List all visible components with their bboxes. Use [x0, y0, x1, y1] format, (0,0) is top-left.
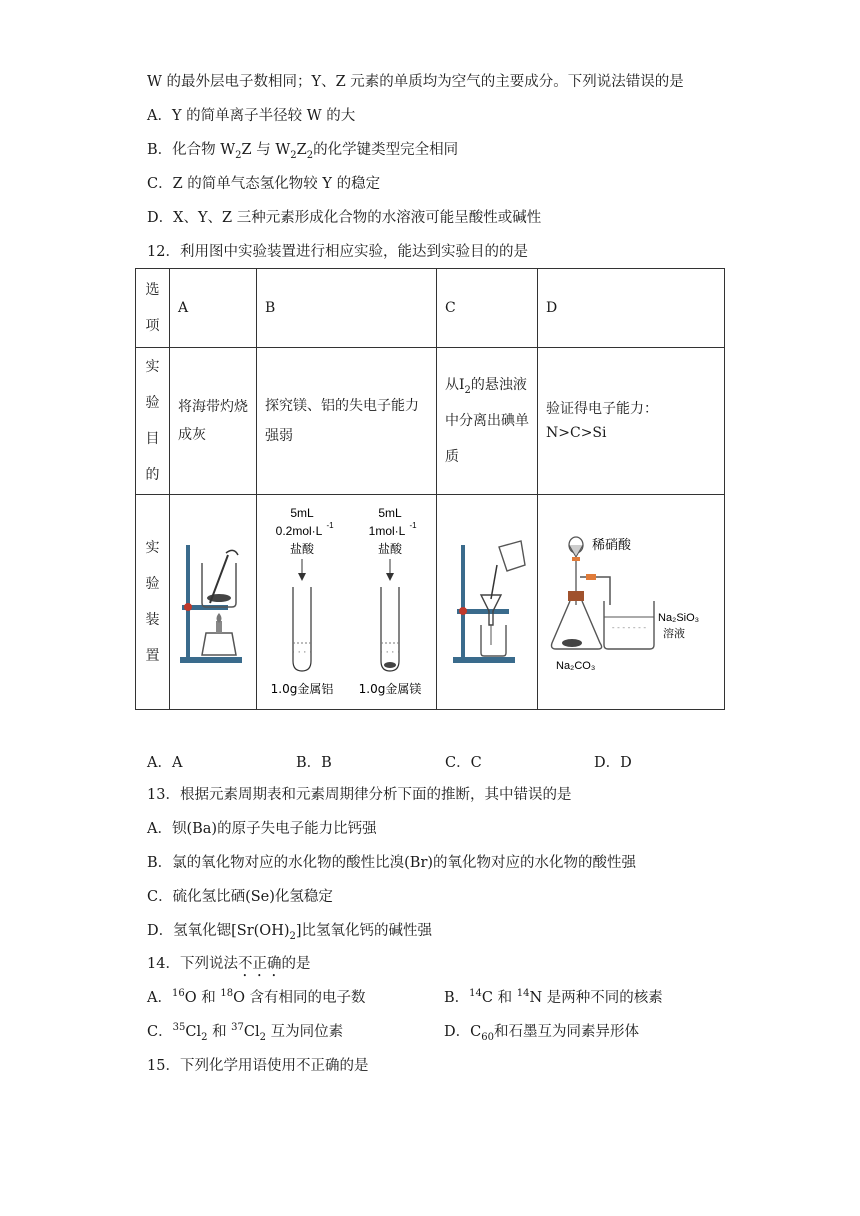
left-metal-label: 1.0g金属铝	[270, 682, 334, 696]
q12-table	[135, 268, 725, 710]
left-volume: 5mL	[290, 506, 314, 520]
goal-label-cell: 实 验 目 的	[136, 348, 170, 495]
filtration-apparatus-icon	[437, 495, 538, 709]
intro-line: W 的最外层电子数相同；Y、Z 元素的单质均为空气的主要成分。下列说法错误的是	[147, 74, 684, 90]
goal-a: 将海带灼烧成灰	[170, 348, 257, 495]
svg-text:· · · ·: · · · ·	[291, 648, 313, 658]
goal-d: 验证得电子能力：N>C>Si	[538, 348, 725, 495]
gas-generation-diagram	[538, 495, 725, 709]
sodium-silicate-label: Na₂SiO₃	[658, 612, 700, 624]
header-option-c: C	[437, 269, 538, 348]
goal-b: 探究镁、铝的失电子能力强弱	[257, 348, 437, 495]
left-conc-exponent: -1	[326, 521, 334, 530]
q13-option-b: B．氯的氧化物对应的水化物的酸性比溴(Br)的氧化物对应的水化物的酸性强	[147, 855, 637, 871]
svg-text:- - - - - - -: - - - - - - -	[611, 623, 647, 632]
apparatus-label-cell: 实 验 装 置	[136, 495, 170, 710]
test-tubes-diagram	[257, 495, 437, 709]
q14-option-a: A．$^{16}$O 和 $^{18}$O 含有相同的电子数	[147, 988, 366, 1006]
q12-stem: 12．利用图中实验装置进行相应实验，能达到实验目的的是	[147, 244, 528, 260]
header-option-b: B	[257, 269, 437, 348]
right-acid: 盐酸	[377, 542, 403, 556]
q14-stem: 14．下列说法不正确的是	[147, 956, 311, 972]
header-option-d: D	[538, 269, 725, 348]
header-label-cell: 选 项	[136, 269, 170, 348]
svg-text:· · · ·: · · · ·	[379, 648, 401, 658]
q11-option-d: D．X、Y、Z 三种元素形成化合物的水溶液可能呈酸性或碱性	[147, 210, 542, 226]
apparatus-c	[437, 495, 538, 710]
q11-option-a: A．Y 的简单离子半径较 W 的大	[147, 108, 356, 124]
q13-option-d: D．氢氧化锶$[Sr(OH)_2]$比氢氧化钙的碱性强	[147, 923, 433, 942]
right-metal-label: 1.0g金属镁	[358, 682, 422, 696]
left-acid: 盐酸	[289, 542, 315, 556]
q13-option-a: A．钡(Ba)的原子失电子能力比钙强	[147, 821, 377, 837]
right-concentration: 1mol·L	[368, 524, 406, 538]
q11-option-c: C．Z 的简单气态氢化物较 Y 的稳定	[147, 176, 381, 192]
apparatus-d	[538, 495, 725, 710]
right-volume: 5mL	[378, 506, 402, 520]
apparatus-b	[257, 495, 437, 710]
header-option-a: A	[170, 269, 257, 348]
solution-label: 溶液	[663, 627, 685, 640]
q13-option-c: C．硫化氢比硒(Se)化氢稳定	[147, 889, 333, 905]
q15-stem: 15．下列化学用语使用不正确的是	[147, 1058, 369, 1074]
q12-answer-a: A．A	[147, 755, 183, 771]
q14-option-d: D．$C_{60}$和石墨互为同素异形体	[444, 1024, 639, 1043]
dilute-nitric-acid-label: 稀硝酸	[592, 538, 632, 553]
q14-option-c: C．$^{35}Cl_2$ 和 $^{37}Cl_2$ 互为同位素	[147, 1022, 344, 1043]
left-concentration: 0.2mol·L	[275, 524, 323, 538]
q11-option-b: B．化合物 $W_2Z$ 与 $W_2Z_2$的化学键类型完全相同	[147, 142, 459, 161]
q12-answer-c: C．C	[445, 755, 482, 771]
apparatus-a	[170, 495, 257, 710]
heating-apparatus-icon	[170, 495, 257, 709]
q14-option-b: B．$^{14}$C 和 $^{14}$N 是两种不同的核素	[444, 988, 663, 1006]
sodium-carbonate-label: Na₂CO₃	[556, 660, 596, 672]
q12-answer-b: B．B	[296, 755, 332, 771]
q13-stem: 13．根据元素周期表和元素周期律分析下面的推断，其中错误的是	[147, 787, 572, 803]
goal-c: 从$I_2$的悬浊液中分离出碘单质	[437, 348, 538, 495]
q12-answer-d: D．D	[594, 755, 632, 771]
right-conc-exponent: -1	[409, 521, 417, 530]
